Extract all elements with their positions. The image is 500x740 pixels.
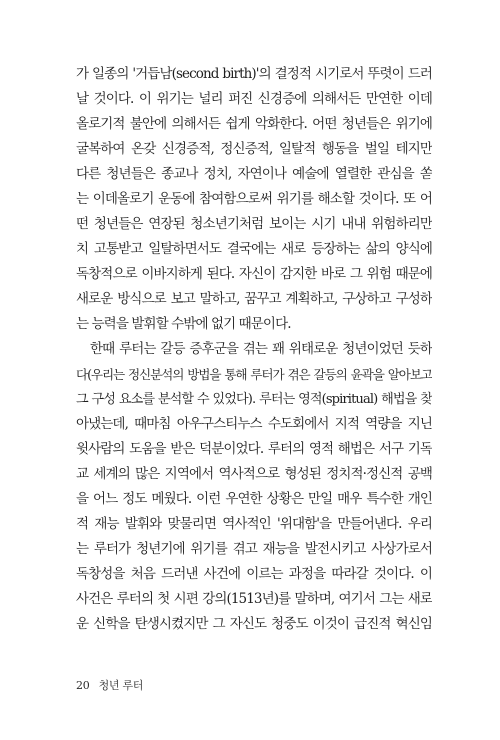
page-number: 20 — [76, 679, 90, 692]
text-line: 는 능력을 발휘할 수밖에 없기 때문이다. — [76, 316, 291, 332]
text-line: 치 고통받고 일탈하면서도 결국에는 새로 등장하는 삶의 양식에 — [76, 241, 432, 257]
text-line: 독창적으로 이바지하게 된다. 자신이 감지한 바로 그 위험 때문에 — [76, 266, 432, 282]
text-line: 가 일종의 '거듭남(second birth)'의 결정적 시기로서 뚜렷이 드러 — [76, 66, 432, 82]
text-line: 교 세계의 많은 지역에서 역사적으로 형성된 정치적·정신적 공백 — [76, 466, 432, 482]
body-text — [76, 62, 432, 637]
text-line: 아냈는데, 때마침 아우구스티누스 수도회에서 지적 역량을 지닌 — [76, 416, 432, 432]
text-line: 새로운 방식으로 보고 말하고, 꿈꾸고 계획하고, 구상하고 구성하 — [76, 291, 432, 307]
text-line: 사건은 루터의 첫 시편 강의(1513년)를 말하며, 여기서 그는 새로 — [76, 591, 432, 607]
text-line: 한때 루터는 갈등 증후군을 겪는 꽤 위태로운 청년이었던 듯하 — [90, 341, 432, 357]
page-footer — [76, 679, 143, 693]
text-line: 떤 청년들은 연장된 청소년기처럼 보이는 시기 내내 위험하리만 — [76, 216, 432, 232]
text-line: 굴복하여 온갖 신경증적, 정신증적, 일탈적 행동을 벌일 테지만 — [76, 141, 432, 157]
text-line: 적 재능 발휘와 맞물리면 역사적인 '위대함'을 만들어낸다. 우리 — [76, 516, 432, 532]
text-line: 을 어느 정도 메웠다. 이런 우연한 상황은 만일 매우 특수한 개인 — [76, 491, 432, 507]
text-line: 올로기적 불안에 의해서든 쉽게 악화한다. 어떤 청년들은 위기에 — [76, 116, 432, 132]
text-line: 날 것이다. 이 위기는 널리 퍼진 신경증에 의해서든 만연한 이데 — [76, 91, 432, 107]
text-line: 독창성을 처음 드러낸 사건에 이르는 과정을 따라갈 것이다. 이 — [76, 566, 432, 582]
text-line: 다른 청년들은 종교나 정치, 자연이나 예술에 열렬한 관심을 쏟 — [76, 166, 432, 182]
text-line: 는 이데올로기 운동에 참여함으로써 위기를 해소할 것이다. 또 어 — [76, 191, 432, 207]
text-line: 는 루터가 청년기에 위기를 겪고 재능을 발전시키고 사상가로서 — [76, 541, 432, 557]
text-line: 운 신학을 탄생시켰지만 그 자신도 청중도 이것이 급진적 혁신임 — [76, 616, 432, 632]
text-line: 윗사람의 도움을 받은 덕분이었다. 루터의 영적 해법은 서구 기독 — [76, 441, 432, 457]
text-line: 그 구성 요소를 분석할 수 있었다). 루터는 영적(spiritual) 해법을 찾 — [76, 392, 432, 407]
running-title: 청년 루터 — [98, 679, 144, 692]
text-line: 다(우리는 정신분석의 방법을 통해 루터가 겪은 갈등의 윤곽을 알아보고 — [76, 367, 432, 382]
